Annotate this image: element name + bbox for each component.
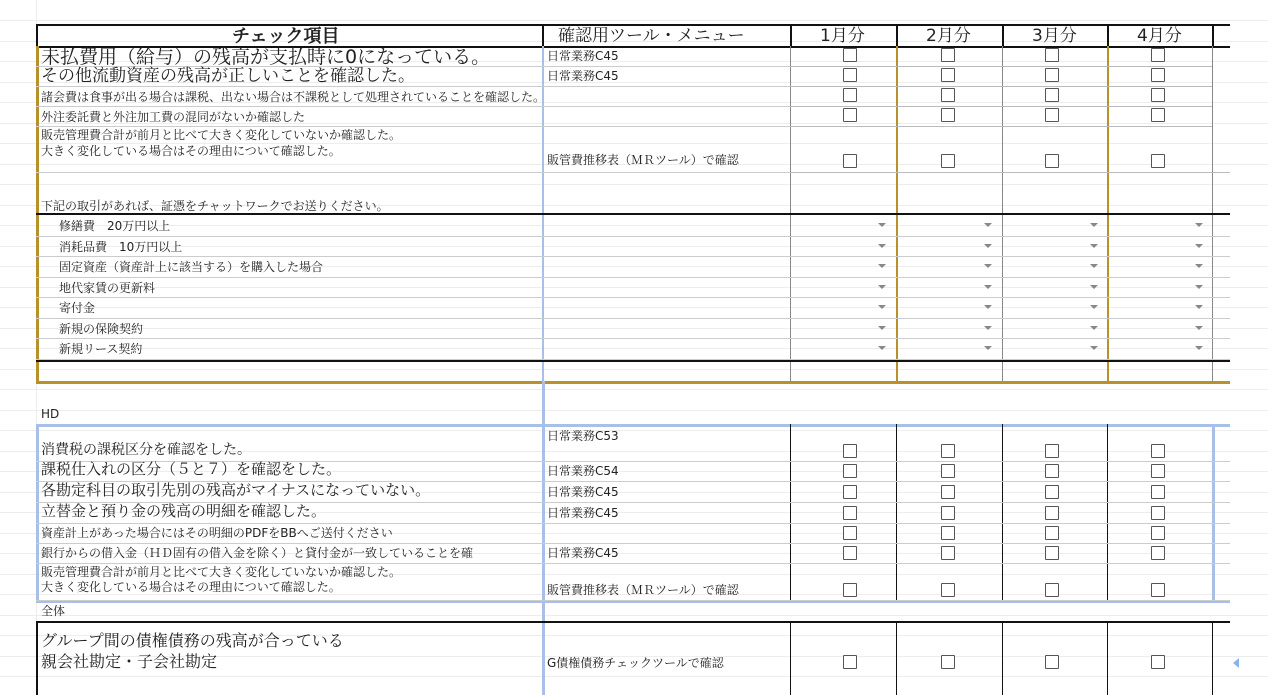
grid-line bbox=[896, 126, 1002, 127]
check-item-label: 資産計上があった場合にはその明細のPDFをBBへご送付ください bbox=[41, 526, 393, 540]
dropdown-arrow-icon[interactable] bbox=[878, 326, 886, 330]
dropdown-arrow-icon[interactable] bbox=[1090, 346, 1098, 350]
note-text: 下記の取引があれば、証憑をチャットワークでお送りください。 bbox=[41, 199, 389, 213]
grid-line bbox=[790, 86, 896, 87]
dropdown-arrow-icon[interactable] bbox=[878, 223, 886, 227]
tool-menu-text: 販管費推移表（ＭＲツール）で確認 bbox=[547, 583, 739, 597]
tool-menu-text: 日常業務C45 bbox=[547, 485, 619, 499]
dropdown-arrow-icon[interactable] bbox=[1195, 305, 1203, 309]
check-item-label: その他流動資産の残高が正しいことを確認した。 bbox=[41, 66, 415, 86]
grid-line bbox=[36, 523, 1230, 524]
checkbox[interactable] bbox=[843, 526, 857, 540]
grid-line bbox=[36, 86, 790, 87]
grid-line bbox=[36, 277, 1230, 278]
checkbox[interactable] bbox=[1045, 583, 1059, 597]
checkbox[interactable] bbox=[843, 154, 857, 168]
grid-line bbox=[1106, 126, 1212, 127]
grid-line bbox=[1212, 24, 1214, 46]
grid-line bbox=[1106, 66, 1212, 67]
checkbox[interactable] bbox=[1045, 88, 1059, 102]
dropdown-row-label: 修繕費 20万円以上 bbox=[59, 219, 171, 233]
checkbox[interactable] bbox=[941, 48, 955, 62]
grid-line bbox=[896, 66, 1002, 67]
grid-line bbox=[1002, 621, 1003, 695]
tool-menu-text: 日常業務C45 bbox=[547, 506, 619, 520]
tool-menu-text: 日常業務C54 bbox=[547, 464, 619, 478]
check-item-label: 大きく変化している場合はその理由について確認した。 bbox=[41, 580, 341, 594]
dropdown-arrow-icon[interactable] bbox=[1195, 326, 1203, 330]
checkbox[interactable] bbox=[941, 464, 955, 478]
dropdown-arrow-icon[interactable] bbox=[1195, 346, 1203, 350]
grid-line bbox=[790, 621, 791, 695]
dropdown-arrow-icon[interactable] bbox=[1090, 223, 1098, 227]
checkbox[interactable] bbox=[941, 68, 955, 82]
grid-line bbox=[36, 256, 1230, 257]
grid-line bbox=[1212, 621, 1213, 695]
dropdown-row-label: 新規の保険契約 bbox=[59, 321, 144, 336]
checkbox[interactable] bbox=[941, 108, 955, 122]
check-item-label: 銀行からの借入金（ＨＤ固有の借入金を除く）と貸付金が一致していることを確 bbox=[41, 546, 474, 560]
checkbox[interactable] bbox=[941, 655, 955, 669]
grid-line bbox=[1107, 424, 1108, 600]
dropdown-arrow-icon[interactable] bbox=[984, 285, 992, 289]
grid-line bbox=[36, 338, 1230, 339]
grid-line bbox=[36, 360, 1230, 362]
check-item-label: 課税仕入れの区分（５と７）を確認をした。 bbox=[41, 460, 342, 478]
tool-menu-text: 日常業務C45 bbox=[547, 69, 619, 83]
dropdown-arrow-icon[interactable] bbox=[984, 326, 992, 330]
grid-line bbox=[0, 287, 1268, 288]
dropdown-arrow-icon[interactable] bbox=[1090, 244, 1098, 248]
dropdown-row-label: 地代家賃の更新料 bbox=[59, 280, 156, 295]
checkbox[interactable] bbox=[1045, 546, 1059, 560]
dropdown-arrow-icon[interactable] bbox=[984, 223, 992, 227]
grid-line bbox=[790, 172, 1230, 173]
dropdown-arrow-icon[interactable] bbox=[1090, 285, 1098, 289]
dropdown-row-label: 消耗品費 10万円以上 bbox=[59, 239, 183, 254]
checkbox[interactable] bbox=[941, 546, 955, 560]
dropdown-arrow-icon[interactable] bbox=[878, 285, 886, 289]
grid-line bbox=[790, 66, 896, 67]
checkbox[interactable] bbox=[941, 154, 955, 168]
grid-line bbox=[36, 213, 1230, 215]
checkbox[interactable] bbox=[843, 464, 857, 478]
checkbox[interactable] bbox=[941, 583, 955, 597]
grid-line bbox=[790, 126, 896, 127]
checkbox[interactable] bbox=[1045, 48, 1059, 62]
tool-menu-text: 日常業務C53 bbox=[547, 429, 619, 443]
grid-line bbox=[1001, 86, 1107, 87]
dropdown-arrow-icon[interactable] bbox=[1090, 264, 1098, 268]
grid-line bbox=[0, 20, 1268, 21]
grid-line bbox=[0, 676, 1268, 677]
dropdown-arrow-icon[interactable] bbox=[984, 346, 992, 350]
checkbox[interactable] bbox=[1045, 154, 1059, 168]
checkbox[interactable] bbox=[1151, 88, 1165, 102]
checkbox[interactable] bbox=[941, 444, 955, 458]
checkbox[interactable] bbox=[941, 506, 955, 520]
grid-line bbox=[0, 225, 1268, 226]
check-item-label: グループ間の債権債務の残高が合っている bbox=[41, 631, 344, 650]
checkbox[interactable] bbox=[1045, 444, 1059, 458]
grid-line bbox=[36, 236, 1230, 237]
check-item-label: 消費税の課税区分を確認をした。 bbox=[41, 442, 251, 458]
grid-line bbox=[0, 430, 1268, 431]
grid-line bbox=[1107, 24, 1109, 46]
dropdown-arrow-icon[interactable] bbox=[1195, 285, 1203, 289]
checkbox[interactable] bbox=[1045, 464, 1059, 478]
grid-line bbox=[1001, 106, 1107, 107]
checkbox[interactable] bbox=[1151, 546, 1165, 560]
dropdown-arrow-icon[interactable] bbox=[984, 264, 992, 268]
grid-line bbox=[1002, 424, 1003, 600]
grid-line bbox=[1107, 621, 1108, 695]
check-item-label: 各勘定科目の取引先別の残高がマイナスになっていない。 bbox=[41, 481, 431, 499]
checkbox[interactable] bbox=[1151, 526, 1165, 540]
grid-line bbox=[896, 106, 1002, 107]
dropdown-arrow-icon[interactable] bbox=[878, 244, 886, 248]
checkbox[interactable] bbox=[843, 444, 857, 458]
dropdown-arrow-icon[interactable] bbox=[1090, 305, 1098, 309]
checkbox[interactable] bbox=[1045, 485, 1059, 499]
grid-line bbox=[0, 328, 1268, 329]
scroll-indicator-icon[interactable] bbox=[1233, 658, 1239, 668]
grid-line bbox=[0, 410, 1268, 411]
checkbox[interactable] bbox=[1045, 506, 1059, 520]
checkbox[interactable] bbox=[1151, 68, 1165, 82]
checkbox[interactable] bbox=[1151, 108, 1165, 122]
grid-line bbox=[36, 24, 38, 46]
grid-line bbox=[1001, 66, 1107, 67]
check-item-label: 諸会費は食事が出る場合は課税、出ない場合は不課税として処理されていることを確認した。 bbox=[41, 90, 546, 104]
checkbox[interactable] bbox=[843, 655, 857, 669]
dropdown-arrow-icon[interactable] bbox=[1090, 326, 1098, 330]
dropdown-arrow-icon[interactable] bbox=[878, 305, 886, 309]
dropdown-arrow-icon[interactable] bbox=[878, 264, 886, 268]
checkbox[interactable] bbox=[1045, 68, 1059, 82]
check-item-label: 販売管理費合計が前月と比べて大きく変化していないか確認した。 bbox=[41, 565, 402, 579]
tool-menu-text: 日常業務C45 bbox=[547, 546, 619, 560]
dropdown-arrow-icon[interactable] bbox=[1195, 223, 1203, 227]
checkbox[interactable] bbox=[941, 88, 955, 102]
check-item-label: 未払費用（給与）の残高が支払時に0になっている。 bbox=[41, 46, 491, 68]
grid-line bbox=[0, 246, 1268, 247]
checkbox[interactable] bbox=[1045, 108, 1059, 122]
grid-line bbox=[1106, 106, 1212, 107]
header-month: 3月分 bbox=[1032, 26, 1077, 46]
checkbox[interactable] bbox=[843, 583, 857, 597]
grid-line bbox=[542, 24, 544, 46]
header-check-item: チェック項目 bbox=[232, 26, 340, 47]
checkbox[interactable] bbox=[843, 485, 857, 499]
checkbox[interactable] bbox=[843, 88, 857, 102]
grid-line bbox=[36, 126, 790, 127]
grid-line bbox=[896, 621, 897, 695]
tool-menu-text: 販管費推移表（ＭＲツール）で確認 bbox=[547, 153, 739, 167]
dropdown-arrow-icon[interactable] bbox=[1195, 264, 1203, 268]
dropdown-arrow-icon[interactable] bbox=[984, 305, 992, 309]
grid-line bbox=[896, 86, 1002, 87]
dropdown-row-label: 新規リース契約 bbox=[59, 342, 143, 356]
tool-menu-text: 日常業務C45 bbox=[547, 49, 619, 63]
grid-line bbox=[1002, 24, 1004, 46]
checkbox[interactable] bbox=[1151, 48, 1165, 62]
grid-line bbox=[36, 297, 1230, 298]
check-item-label: 販売管理費合計が前月と比べて大きく変化していないか確認した。 bbox=[41, 128, 402, 142]
check-item-label: 外注委託費と外注加工費の混同がないか確認した bbox=[41, 110, 306, 124]
grid-line bbox=[896, 24, 898, 46]
checkbox[interactable] bbox=[1151, 506, 1165, 520]
grid-line bbox=[790, 106, 896, 107]
grid-line bbox=[36, 381, 1230, 384]
checkbox[interactable] bbox=[1151, 444, 1165, 458]
dropdown-arrow-icon[interactable] bbox=[878, 346, 886, 350]
header-month: 4月分 bbox=[1137, 26, 1182, 46]
dropdown-arrow-icon[interactable] bbox=[984, 244, 992, 248]
grid-line bbox=[36, 424, 39, 600]
checkbox[interactable] bbox=[843, 68, 857, 82]
grid-line bbox=[36, 172, 790, 173]
checkbox[interactable] bbox=[843, 48, 857, 62]
check-item-label: 大きく変化している場合はその理由について確認した。 bbox=[41, 144, 341, 158]
grid-line bbox=[790, 424, 791, 600]
check-item-label: 親会社勘定・子会社勘定 bbox=[41, 652, 218, 671]
dropdown-arrow-icon[interactable] bbox=[1195, 244, 1203, 248]
checkbox[interactable] bbox=[1151, 655, 1165, 669]
grid-line bbox=[896, 424, 897, 600]
checkbox[interactable] bbox=[1045, 655, 1059, 669]
grid-line bbox=[0, 348, 1268, 349]
checkbox[interactable] bbox=[941, 485, 955, 499]
checkbox[interactable] bbox=[1151, 583, 1165, 597]
grid-line bbox=[36, 543, 1230, 544]
header-month: 2月分 bbox=[926, 26, 971, 46]
header-month: 1月分 bbox=[820, 26, 865, 46]
checkbox[interactable] bbox=[941, 526, 955, 540]
section-label-hd: HD bbox=[41, 407, 60, 421]
checkbox[interactable] bbox=[1045, 526, 1059, 540]
grid-line bbox=[36, 621, 38, 695]
grid-line bbox=[36, 424, 1230, 427]
grid-line bbox=[0, 184, 1268, 185]
checkbox[interactable] bbox=[1151, 485, 1165, 499]
header-tool-menu: 確認用ツール・メニュー bbox=[558, 26, 745, 46]
grid-line bbox=[0, 369, 1268, 370]
dropdown-row-label: 寄付金 bbox=[59, 301, 96, 315]
checkbox[interactable] bbox=[843, 506, 857, 520]
grid-line bbox=[1001, 126, 1107, 127]
checkbox[interactable] bbox=[1151, 464, 1165, 478]
dropdown-row-label: 固定資産（資産計上に該当する）を購入した場合 bbox=[59, 260, 324, 274]
checkbox[interactable] bbox=[843, 108, 857, 122]
grid-line bbox=[0, 307, 1268, 308]
grid-line bbox=[36, 318, 1230, 319]
grid-line bbox=[36, 600, 1230, 601]
grid-line bbox=[36, 563, 1230, 564]
check-item-label: 立替金と預り金の残高の明細を確認した。 bbox=[41, 502, 327, 520]
section-label-all: 全体 bbox=[41, 604, 66, 618]
tool-menu-text: G債権債務チェックツールで確認 bbox=[547, 656, 724, 670]
grid-line bbox=[0, 389, 1268, 390]
grid-line bbox=[790, 24, 792, 46]
grid-line bbox=[36, 106, 790, 107]
checkbox[interactable] bbox=[843, 546, 857, 560]
grid-line bbox=[1106, 86, 1212, 87]
grid-line bbox=[0, 615, 1268, 616]
grid-line bbox=[542, 381, 545, 695]
grid-line bbox=[36, 621, 1230, 623]
grid-line bbox=[1212, 424, 1215, 600]
checkbox[interactable] bbox=[1151, 154, 1165, 168]
